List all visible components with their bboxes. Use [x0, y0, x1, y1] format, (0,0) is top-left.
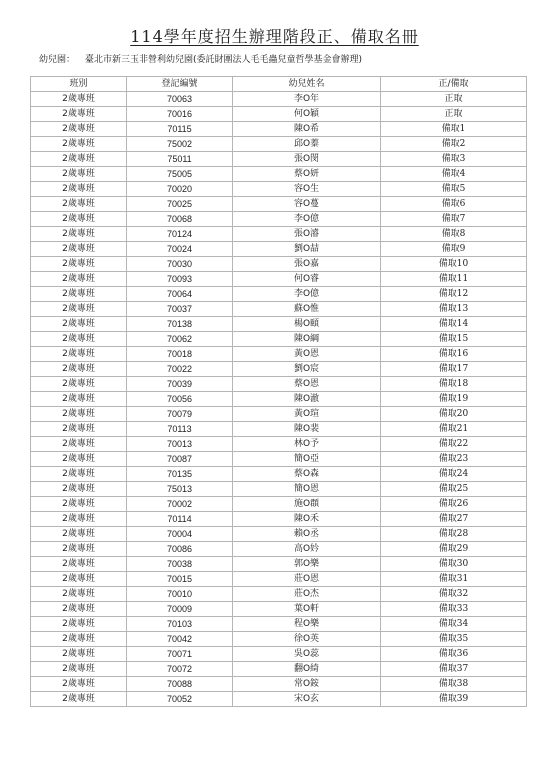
registration-number-cell: 75002	[127, 137, 233, 152]
status-cell: 備取39	[381, 692, 527, 707]
status-cell: 正取	[381, 92, 527, 107]
status-cell: 備取29	[381, 542, 527, 557]
status-cell: 備取37	[381, 662, 527, 677]
child-name-cell: 何O睿	[233, 272, 381, 287]
class-cell: 2歲專班	[31, 602, 127, 617]
class-cell: 2歲專班	[31, 287, 127, 302]
status-cell: 備取23	[381, 452, 527, 467]
class-cell: 2歲專班	[31, 137, 127, 152]
table-row	[31, 647, 527, 662]
registration-number-cell: 70072	[127, 662, 233, 677]
status-cell: 正取	[381, 107, 527, 122]
class-cell: 2歲專班	[31, 152, 127, 167]
child-name-cell: 劉O宸	[233, 362, 381, 377]
kindergarten-label: 幼兒園：	[39, 55, 76, 65]
status-cell: 備取20	[381, 407, 527, 422]
table-row	[31, 437, 527, 452]
class-cell: 2歲專班	[31, 557, 127, 572]
registration-number-cell: 70018	[127, 347, 233, 362]
table-row	[31, 587, 527, 602]
class-cell: 2歲專班	[31, 257, 127, 272]
status-cell: 備取38	[381, 677, 527, 692]
table-row	[31, 392, 527, 407]
registration-number-cell: 70052	[127, 692, 233, 707]
registration-number-cell: 70030	[127, 257, 233, 272]
class-cell: 2歲專班	[31, 302, 127, 317]
status-cell: 備取25	[381, 482, 527, 497]
class-cell: 2歲專班	[31, 527, 127, 542]
status-cell: 備取12	[381, 287, 527, 302]
table-row	[31, 152, 527, 167]
child-name-cell: 高O妗	[233, 542, 381, 557]
status-cell: 備取7	[381, 212, 527, 227]
status-cell: 備取27	[381, 512, 527, 527]
registration-number-cell: 70135	[127, 467, 233, 482]
class-cell: 2歲專班	[31, 632, 127, 647]
table-row	[31, 632, 527, 647]
registration-number-cell: 70038	[127, 557, 233, 572]
registration-number-cell: 70138	[127, 317, 233, 332]
registration-number-cell: 70079	[127, 407, 233, 422]
status-cell: 備取15	[381, 332, 527, 347]
registration-number-cell: 70015	[127, 572, 233, 587]
child-name-cell: 蔡O森	[233, 467, 381, 482]
kindergarten-info	[39, 52, 362, 65]
class-cell: 2歲專班	[31, 662, 127, 677]
status-cell: 備取28	[381, 527, 527, 542]
table-row	[31, 407, 527, 422]
registration-number-cell: 70010	[127, 587, 233, 602]
registration-number-cell: 70113	[127, 422, 233, 437]
status-cell: 備取13	[381, 302, 527, 317]
child-name-cell: 何O穎	[233, 107, 381, 122]
class-cell: 2歲專班	[31, 452, 127, 467]
registration-number-cell: 70037	[127, 302, 233, 317]
class-cell: 2歲專班	[31, 92, 127, 107]
header-class: 班別	[31, 77, 127, 92]
class-cell: 2歲專班	[31, 677, 127, 692]
child-name-cell: 蔡O恩	[233, 377, 381, 392]
status-cell: 備取1	[381, 122, 527, 137]
table-row	[31, 482, 527, 497]
registration-number-cell: 70025	[127, 197, 233, 212]
class-cell: 2歲專班	[31, 497, 127, 512]
status-cell: 備取5	[381, 182, 527, 197]
status-cell: 備取3	[381, 152, 527, 167]
child-name-cell: 容O蔓	[233, 197, 381, 212]
class-cell: 2歲專班	[31, 332, 127, 347]
table-row	[31, 527, 527, 542]
header-registration-number: 登記編號	[127, 77, 233, 92]
table-row	[31, 197, 527, 212]
registration-number-cell: 70088	[127, 677, 233, 692]
class-cell: 2歲專班	[31, 107, 127, 122]
registration-number-cell: 70016	[127, 107, 233, 122]
child-name-cell: 李O億	[233, 287, 381, 302]
table-row	[31, 677, 527, 692]
class-cell: 2歲專班	[31, 197, 127, 212]
child-name-cell: 施O頵	[233, 497, 381, 512]
class-cell: 2歲專班	[31, 362, 127, 377]
child-name-cell: 簡O亞	[233, 452, 381, 467]
child-name-cell: 徐O英	[233, 632, 381, 647]
child-name-cell: 張O濬	[233, 227, 381, 242]
table-header-row	[31, 77, 527, 92]
class-cell: 2歲專班	[31, 407, 127, 422]
class-cell: 2歲專班	[31, 617, 127, 632]
child-name-cell: 張O閔	[233, 152, 381, 167]
class-cell: 2歲專班	[31, 422, 127, 437]
table-row	[31, 122, 527, 137]
class-cell: 2歲專班	[31, 437, 127, 452]
registration-number-cell: 70062	[127, 332, 233, 347]
table-row	[31, 362, 527, 377]
child-name-cell: 蘇O惟	[233, 302, 381, 317]
registration-number-cell: 70063	[127, 92, 233, 107]
table-row	[31, 257, 527, 272]
class-cell: 2歲專班	[31, 182, 127, 197]
table-row	[31, 452, 527, 467]
status-cell: 備取17	[381, 362, 527, 377]
status-cell: 備取31	[381, 572, 527, 587]
status-cell: 備取26	[381, 497, 527, 512]
registration-number-cell: 70042	[127, 632, 233, 647]
child-name-cell: 邱O蓁	[233, 137, 381, 152]
child-name-cell: 楊O頤	[233, 317, 381, 332]
registration-number-cell: 70071	[127, 647, 233, 662]
registration-number-cell: 70114	[127, 512, 233, 527]
class-cell: 2歲專班	[31, 482, 127, 497]
registration-number-cell: 70024	[127, 242, 233, 257]
status-cell: 備取32	[381, 587, 527, 602]
registration-number-cell: 70124	[127, 227, 233, 242]
child-name-cell: 陳O裴	[233, 422, 381, 437]
registration-number-cell: 75011	[127, 152, 233, 167]
status-cell: 備取19	[381, 392, 527, 407]
registration-number-cell: 70087	[127, 452, 233, 467]
header-child-name: 幼兒姓名	[233, 77, 381, 92]
table-row	[31, 182, 527, 197]
child-name-cell: 翻O綺	[233, 662, 381, 677]
registration-number-cell: 75013	[127, 482, 233, 497]
status-cell: 備取6	[381, 197, 527, 212]
status-cell: 備取30	[381, 557, 527, 572]
table-row	[31, 242, 527, 257]
table-row	[31, 572, 527, 587]
status-cell: 備取36	[381, 647, 527, 662]
registration-number-cell: 70068	[127, 212, 233, 227]
status-cell: 備取4	[381, 167, 527, 182]
child-name-cell: 劉O喆	[233, 242, 381, 257]
table-body	[31, 92, 527, 707]
status-cell: 備取18	[381, 377, 527, 392]
registration-number-cell: 70013	[127, 437, 233, 452]
child-name-cell: 宋O玄	[233, 692, 381, 707]
child-name-cell: 李O年	[233, 92, 381, 107]
class-cell: 2歲專班	[31, 392, 127, 407]
table-row	[31, 212, 527, 227]
table-row	[31, 662, 527, 677]
child-name-cell: 蔡O妍	[233, 167, 381, 182]
table-row	[31, 317, 527, 332]
registration-number-cell: 70002	[127, 497, 233, 512]
registration-number-cell: 70064	[127, 287, 233, 302]
registration-number-cell: 70103	[127, 617, 233, 632]
child-name-cell: 李O億	[233, 212, 381, 227]
table-row	[31, 467, 527, 482]
status-cell: 備取24	[381, 467, 527, 482]
child-name-cell: 容O生	[233, 182, 381, 197]
page-title	[0, 24, 549, 47]
table-row	[31, 227, 527, 242]
child-name-cell: 黃O瑄	[233, 407, 381, 422]
table-row	[31, 422, 527, 437]
table-row	[31, 167, 527, 182]
class-cell: 2歲專班	[31, 647, 127, 662]
child-name-cell: 陳O澈	[233, 392, 381, 407]
status-cell: 備取16	[381, 347, 527, 362]
kindergarten-name: 臺北市新三玉非營利幼兒園(委託財團法人毛毛蟲兒童哲學基金會辦理)	[85, 55, 363, 65]
child-name-cell: 陳O希	[233, 122, 381, 137]
status-cell: 備取35	[381, 632, 527, 647]
registration-number-cell: 70004	[127, 527, 233, 542]
class-cell: 2歲專班	[31, 227, 127, 242]
class-cell: 2歲專班	[31, 347, 127, 362]
child-name-cell: 陳O綱	[233, 332, 381, 347]
enrollment-table	[30, 76, 527, 707]
class-cell: 2歲專班	[31, 692, 127, 707]
class-cell: 2歲專班	[31, 167, 127, 182]
table-row	[31, 302, 527, 317]
child-name-cell: 黃O恩	[233, 347, 381, 362]
status-cell: 備取8	[381, 227, 527, 242]
table-row	[31, 377, 527, 392]
table-row	[31, 617, 527, 632]
class-cell: 2歲專班	[31, 272, 127, 287]
child-name-cell: 葉O軒	[233, 602, 381, 617]
class-cell: 2歲專班	[31, 242, 127, 257]
registration-number-cell: 75005	[127, 167, 233, 182]
table-row	[31, 542, 527, 557]
child-name-cell: 賴O丞	[233, 527, 381, 542]
header-admission-status: 正/備取	[381, 77, 527, 92]
table-row	[31, 332, 527, 347]
child-name-cell: 郭O樂	[233, 557, 381, 572]
class-cell: 2歲專班	[31, 212, 127, 227]
status-cell: 備取9	[381, 242, 527, 257]
status-cell: 備取11	[381, 272, 527, 287]
child-name-cell: 常O銨	[233, 677, 381, 692]
status-cell: 備取33	[381, 602, 527, 617]
registration-number-cell: 70022	[127, 362, 233, 377]
registration-number-cell: 70020	[127, 182, 233, 197]
registration-number-cell: 70115	[127, 122, 233, 137]
status-cell: 備取2	[381, 137, 527, 152]
class-cell: 2歲專班	[31, 122, 127, 137]
child-name-cell: 簡O恩	[233, 482, 381, 497]
registration-number-cell: 70093	[127, 272, 233, 287]
title-text: 114學年度招生辦理階段正、備取名冊	[130, 27, 419, 46]
status-cell: 備取22	[381, 437, 527, 452]
table-row	[31, 497, 527, 512]
registration-number-cell: 70086	[127, 542, 233, 557]
table-row	[31, 272, 527, 287]
class-cell: 2歲專班	[31, 377, 127, 392]
table-row	[31, 602, 527, 617]
table-row	[31, 287, 527, 302]
class-cell: 2歲專班	[31, 542, 127, 557]
table-row	[31, 692, 527, 707]
child-name-cell: 陳O禾	[233, 512, 381, 527]
class-cell: 2歲專班	[31, 587, 127, 602]
table-row	[31, 92, 527, 107]
class-cell: 2歲專班	[31, 512, 127, 527]
child-name-cell: 林O予	[233, 437, 381, 452]
table-row	[31, 512, 527, 527]
child-name-cell: 莊O杰	[233, 587, 381, 602]
table-row	[31, 137, 527, 152]
registration-number-cell: 70009	[127, 602, 233, 617]
status-cell: 備取10	[381, 257, 527, 272]
table-row	[31, 557, 527, 572]
status-cell: 備取34	[381, 617, 527, 632]
child-name-cell: 程O樂	[233, 617, 381, 632]
child-name-cell: 吳O蕊	[233, 647, 381, 662]
class-cell: 2歲專班	[31, 467, 127, 482]
table-row	[31, 347, 527, 362]
status-cell: 備取14	[381, 317, 527, 332]
class-cell: 2歲專班	[31, 317, 127, 332]
child-name-cell: 莊O恩	[233, 572, 381, 587]
child-name-cell: 張O嘉	[233, 257, 381, 272]
table-row	[31, 107, 527, 122]
registration-number-cell: 70056	[127, 392, 233, 407]
status-cell: 備取21	[381, 422, 527, 437]
registration-number-cell: 70039	[127, 377, 233, 392]
class-cell: 2歲專班	[31, 572, 127, 587]
